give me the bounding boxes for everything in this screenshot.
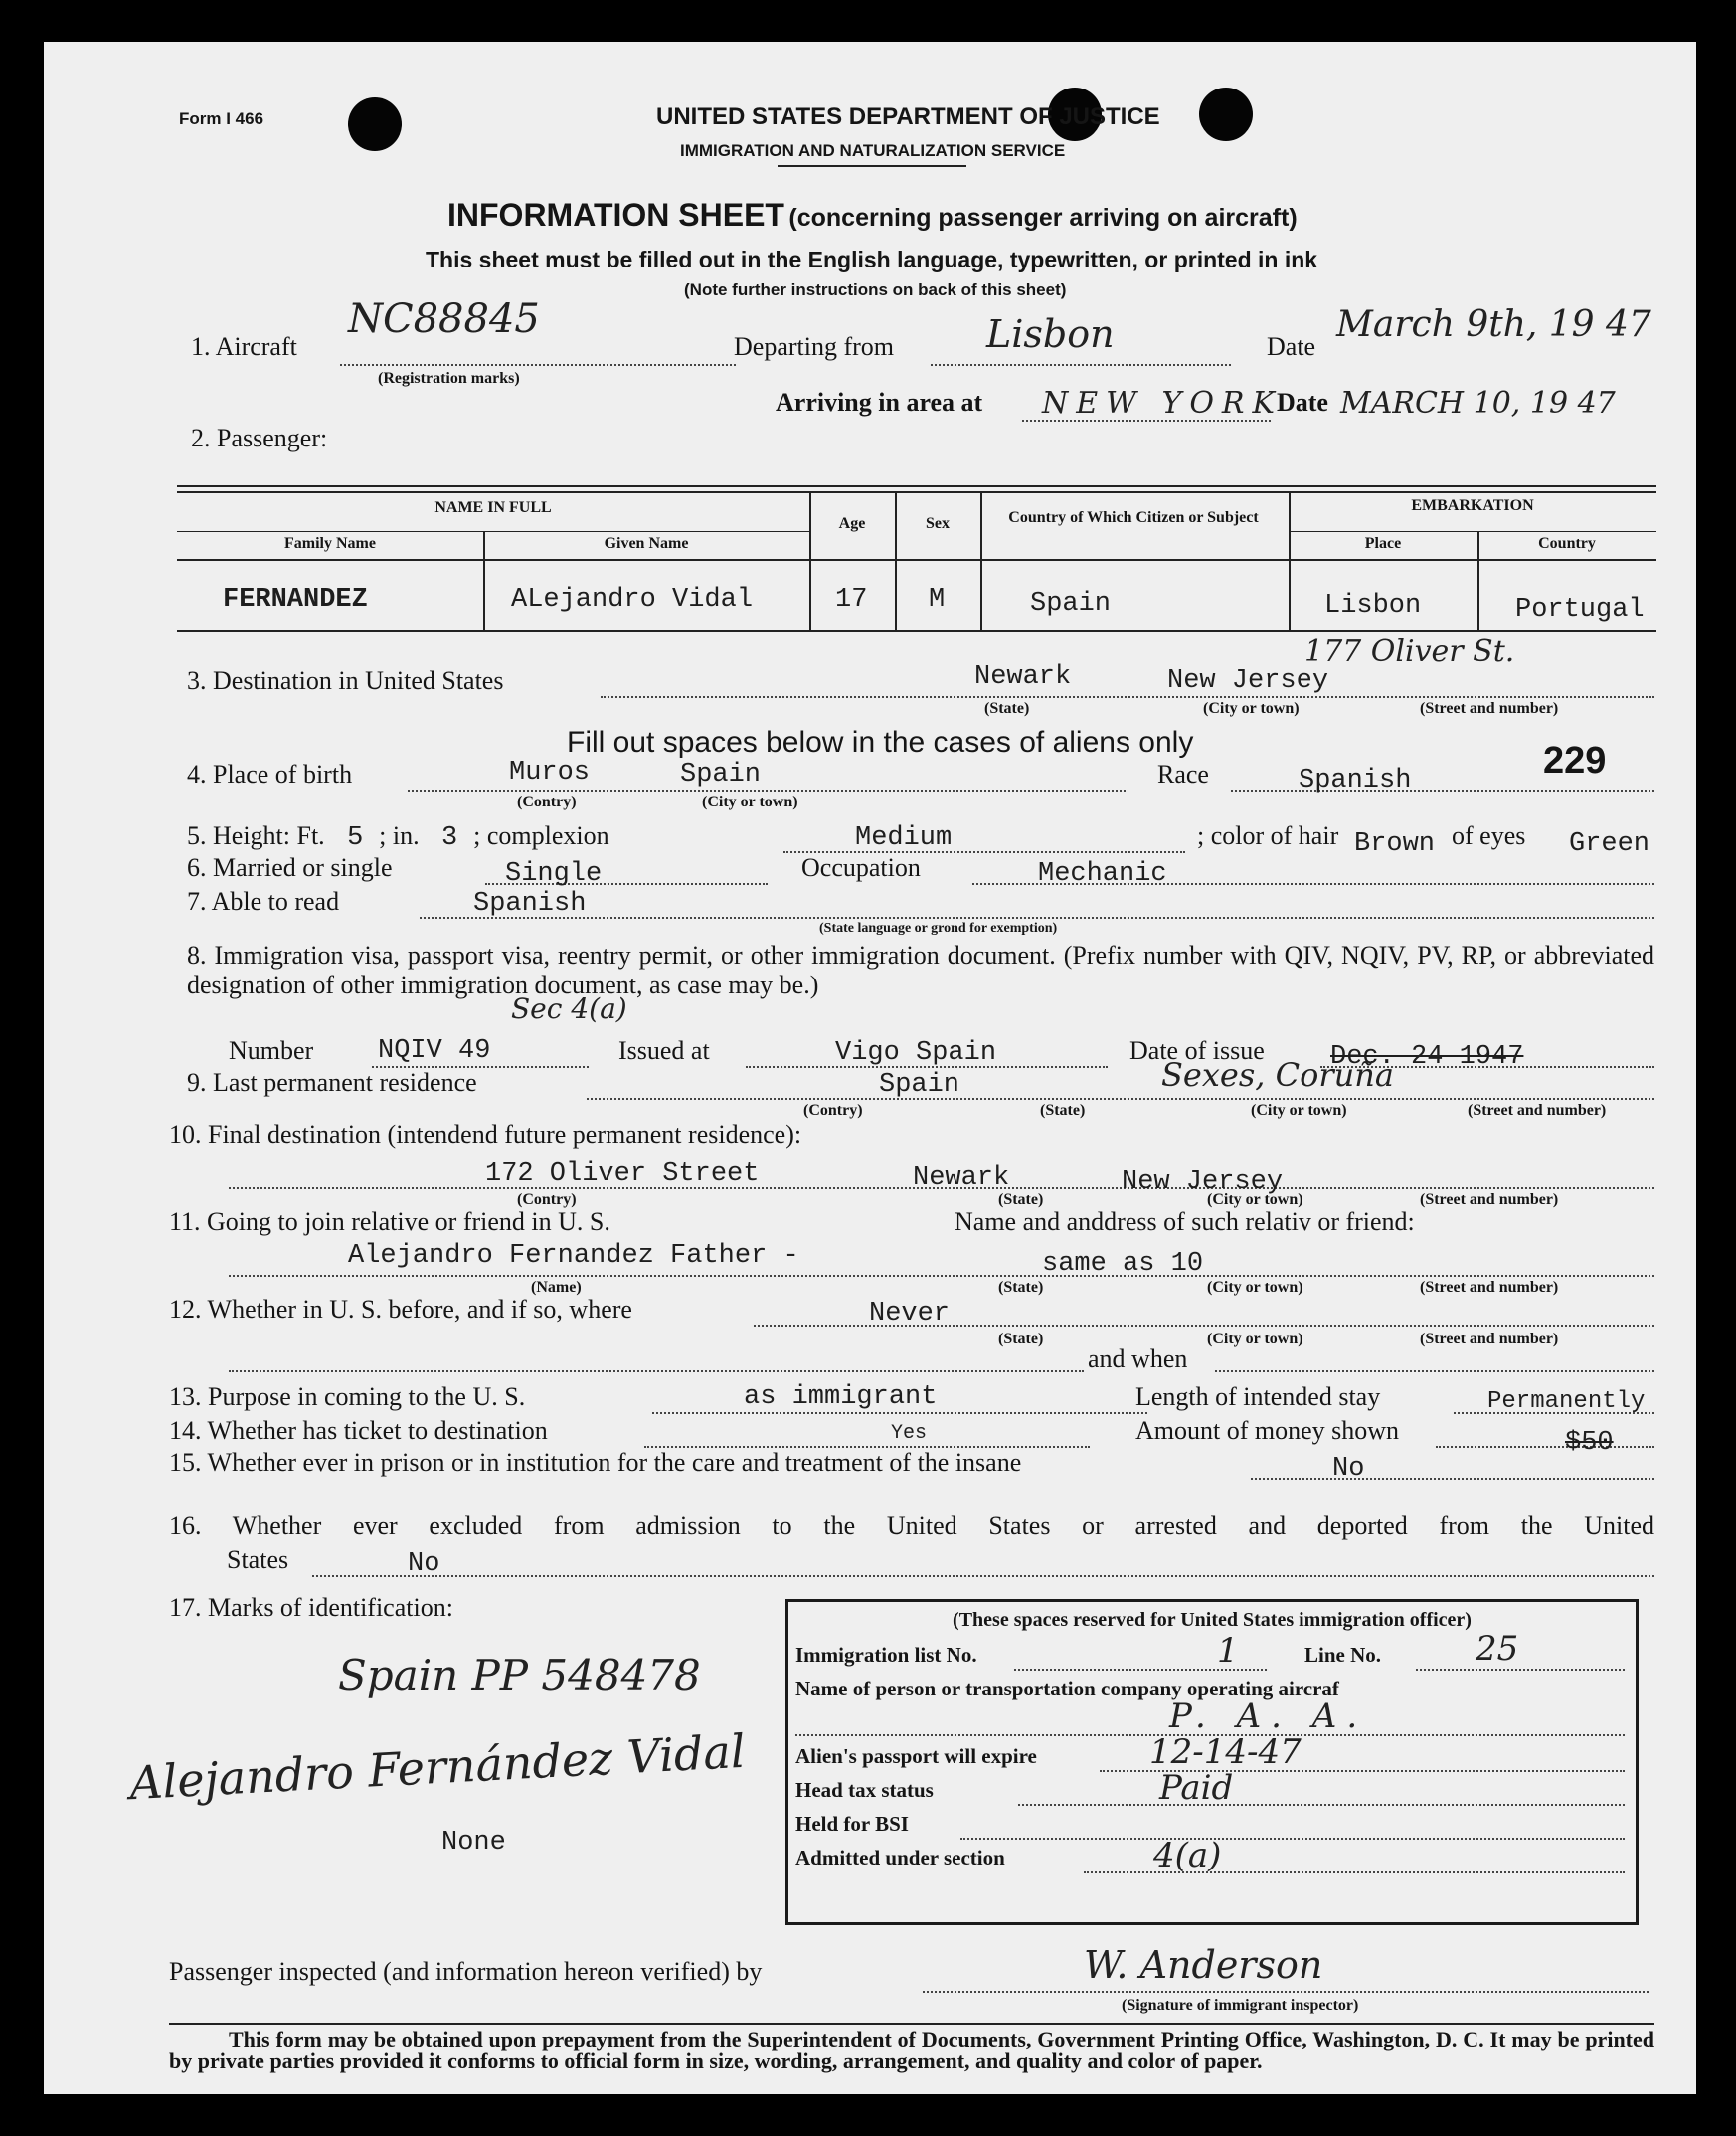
relative-address-label: Name and anddress of such relativ or friend:: [955, 1207, 1415, 1236]
read-value: Spanish: [473, 889, 587, 919]
list-number-value: 1: [1217, 1631, 1239, 1671]
height-in: 3: [441, 823, 458, 853]
registration-caption: (Registration marks): [378, 370, 520, 387]
destination-street: 177 Oliver St.: [1304, 634, 1515, 669]
residence-country: Spain: [879, 1070, 960, 1100]
visa-number-label: Number: [229, 1036, 314, 1065]
admitted-section-value: 4(a): [1153, 1836, 1222, 1875]
date-of-issue-value: Dec. 24 1947: [1330, 1042, 1524, 1072]
citizen-value: Spain: [1030, 589, 1112, 619]
caption-street: (Street and number): [1420, 1191, 1559, 1208]
caption-city: (City or town): [1207, 1331, 1303, 1347]
aircraft-label: 1. Aircraft: [191, 332, 297, 361]
col-name-in-full: NAME IN FULL: [434, 499, 552, 516]
list-number-label: Immigration list No.: [795, 1643, 977, 1667]
col-embark-country: Country: [1538, 535, 1596, 552]
ticket-label: 14. Whether has ticket to destination: [169, 1416, 548, 1445]
excluded-label: 16. Whether ever excluded from admission to the United States or arrested and deported from the United: [169, 1512, 1654, 1540]
when-label: and when: [1088, 1344, 1188, 1373]
marital-label: 6. Married or single: [187, 853, 393, 882]
service-name: IMMIGRATION AND NATURALIZATION SERVICE: [680, 141, 1066, 160]
aircraft-value: NC88845: [348, 296, 540, 342]
marital-value: Single: [505, 859, 603, 889]
inspector-signature: W. Anderson: [1084, 1943, 1323, 1987]
passport-note: Spain PP 548478: [338, 1651, 701, 1699]
inspector-caption: (Signature of immigrant inspector): [1122, 1997, 1359, 2014]
caption-country: (Contry): [517, 794, 577, 810]
sex-value: M: [929, 585, 946, 615]
final-city: Newark: [913, 1163, 1010, 1193]
operator-label: Name of person or transportation company operating aircraf: [795, 1677, 1339, 1700]
destination-city: New Jersey: [1167, 666, 1329, 696]
arrival-date-label: Date: [1277, 388, 1328, 417]
relative-address: same as 10: [1042, 1249, 1204, 1279]
prison-value: No: [1332, 1454, 1365, 1484]
join-relative-label: 11. Going to join relative or friend in U. S.: [169, 1207, 610, 1236]
head-tax-value: Paid: [1159, 1768, 1234, 1808]
col-given-name: Given Name: [604, 535, 689, 552]
money-label: Amount of money shown: [1135, 1416, 1400, 1445]
punch-hole: [1199, 88, 1253, 141]
height-ft: 5: [347, 823, 364, 853]
visa-label: 8. Immigration visa, passport visa, reentry permit, or other immigration document. (Prefix number with QIV, NQIV, PV, RP, or abbreviated designation of other immigration document, as case may be.): [187, 941, 1654, 999]
arrival-date-value: MARCH 10, 19 47: [1340, 386, 1616, 421]
line-number-value: 25: [1476, 1629, 1519, 1669]
caption-city: (City or town): [1207, 1279, 1303, 1296]
caption-country: (Contry): [803, 1102, 863, 1119]
passenger-label: 2. Passenger:: [191, 424, 328, 452]
birthplace-label: 4. Place of birth: [187, 760, 353, 789]
ticket-value: Yes: [891, 1422, 928, 1445]
form-number: Form I 466: [179, 109, 264, 128]
excluded-value: No: [408, 1549, 440, 1579]
purpose-label: 13. Purpose in coming to the U. S.: [169, 1382, 526, 1411]
caption-city: (City or town): [1207, 1191, 1303, 1208]
caption-street: (Street and number): [1420, 700, 1559, 717]
depart-date-value: March 9th, 19 47: [1336, 304, 1651, 345]
caption-name: (Name): [531, 1279, 582, 1296]
passenger-signature: Alejandro Fernández Vidal: [128, 1723, 747, 1811]
caption-street: (Street and number): [1420, 1331, 1559, 1347]
aliens-only-note: Fill out spaces below in the cases of aliens only: [567, 726, 1194, 759]
relative-name: Alejandro Fernandez Father -: [348, 1241, 799, 1271]
embark-place-value: Lisbon: [1324, 591, 1422, 621]
caption-city: (City or town): [1251, 1102, 1347, 1119]
final-street: 172 Oliver Street: [485, 1159, 760, 1189]
family-name-value: FERNANDEZ: [223, 585, 368, 615]
previous-visit-label: 12. Whether in U. S. before, and if so, where: [169, 1295, 632, 1324]
footer-notice: This form may be obtained upon prepayment from the Superintendent of Documents, Government Printing Office, Washington, D. C. It may be printed by private parties provided it conforms to official form in size, wording, arrangement, and quality and color of paper.: [169, 2027, 1654, 2073]
departing-label: Departing from: [734, 332, 895, 361]
age-value: 17: [835, 585, 868, 615]
residence-label: 9. Last permanent residence: [187, 1068, 477, 1097]
previous-visit-value: Never: [869, 1299, 951, 1329]
stay-value: Permanently: [1487, 1388, 1646, 1415]
admitted-section-label: Admitted under section: [795, 1846, 1005, 1869]
line-number-label: Line No.: [1304, 1643, 1382, 1667]
arriving-label: Arriving in area at: [776, 388, 983, 417]
issued-at-label: Issued at: [618, 1036, 710, 1065]
caption-state: (State): [998, 1191, 1044, 1208]
read-label: 7. Able to read: [187, 887, 340, 916]
destination-state: Newark: [974, 662, 1072, 692]
destination-label: 3. Destination in United States: [187, 666, 504, 695]
identification-label: 17. Marks of identification:: [169, 1593, 453, 1622]
race-code: 229: [1543, 740, 1607, 782]
race-label: Race: [1157, 760, 1209, 789]
hair-value: Brown: [1354, 829, 1436, 859]
hair-label: ; color of hair: [1197, 821, 1339, 850]
inspected-label: Passenger inspected (and information hereon verified) by: [169, 1957, 763, 1986]
caption-city: (City or town): [702, 794, 798, 810]
caption-street: (Street and number): [1468, 1102, 1607, 1119]
page-title: INFORMATION SHEET (concerning passenger arriving on aircraft): [447, 197, 1298, 233]
instructions-note: (Note further instructions on back of this sheet): [684, 280, 1067, 299]
col-citizenship: Country of Which Citizen or Subject: [1008, 509, 1259, 526]
officer-box-title: (These spaces reserved for United States immigration officer): [953, 1609, 1472, 1631]
caption-state: (State): [998, 1331, 1044, 1347]
date-of-issue-label: Date of issue: [1129, 1036, 1265, 1065]
final-state: New Jersey: [1122, 1167, 1284, 1197]
excluded-label-cont: States: [227, 1545, 289, 1574]
final-destination-label: 10. Final destination (intendend future permanent residence):: [169, 1120, 802, 1149]
race-value: Spanish: [1299, 766, 1412, 796]
eyes-label: of eyes: [1452, 821, 1526, 850]
visa-section-note: Sec 4(a): [511, 992, 627, 1025]
punch-hole: [348, 97, 402, 151]
caption-street: (Street and number): [1420, 1279, 1559, 1296]
occupation-label: Occupation: [801, 853, 921, 882]
birthplace-country: Muros: [509, 758, 591, 788]
identification-value: None: [441, 1828, 506, 1858]
birthplace-city: Spain: [680, 760, 762, 790]
col-age: Age: [838, 515, 866, 532]
stay-label: Length of intended stay: [1135, 1382, 1381, 1411]
caption-state: (State): [984, 700, 1030, 717]
caption-city: (City or town): [1203, 700, 1300, 717]
issued-at-value: Vigo Spain: [835, 1038, 997, 1068]
given-name-value: ALejandro Vidal: [511, 585, 754, 615]
caption-state: (State): [1040, 1102, 1086, 1119]
departing-value: Lisbon: [986, 312, 1115, 356]
col-embark-place: Place: [1364, 535, 1402, 552]
money-value: $50: [1565, 1428, 1614, 1458]
passport-expire-label: Alien's passport will expire: [795, 1744, 1037, 1768]
form-sheet: [44, 42, 1696, 2094]
department-name: UNITED STATES DEPARTMENT OF JUSTICE: [656, 103, 1160, 130]
arriving-value: NEW YORK: [1042, 386, 1283, 421]
prison-label: 15. Whether ever in prison or in institution for the care and treatment of the insane: [169, 1448, 1022, 1477]
caption-state: (State): [998, 1279, 1044, 1296]
col-embarkation: EMBARKATION: [1411, 497, 1534, 514]
complexion-value: Medium: [855, 823, 953, 853]
instructions: This sheet must be filled out in the English language, typewritten, or printed in ink: [426, 247, 1318, 272]
passport-expire-value: 12-14-47: [1149, 1732, 1302, 1772]
col-sex: Sex: [926, 515, 950, 532]
caption-country: (Contry): [517, 1191, 577, 1208]
embark-country-value: Portugal: [1515, 595, 1645, 624]
operator-value: P. A. A.: [1169, 1696, 1368, 1736]
height-label: 5. Height: Ft. 5 ; in. 3 ; complexion: [187, 821, 609, 853]
read-caption: (State language or grond for exemption): [819, 921, 1058, 936]
col-family-name: Family Name: [284, 535, 376, 552]
head-tax-label: Head tax status: [795, 1778, 934, 1802]
eyes-value: Green: [1569, 829, 1650, 859]
residence-city: Sexes, Coruña: [1161, 1056, 1394, 1094]
depart-date-label: Date: [1267, 332, 1316, 361]
purpose-value: as immigrant: [744, 1382, 938, 1412]
visa-number-value: NQIV 49: [378, 1036, 491, 1066]
bsi-label: Held for BSI: [795, 1812, 909, 1836]
occupation-value: Mechanic: [1038, 859, 1167, 889]
